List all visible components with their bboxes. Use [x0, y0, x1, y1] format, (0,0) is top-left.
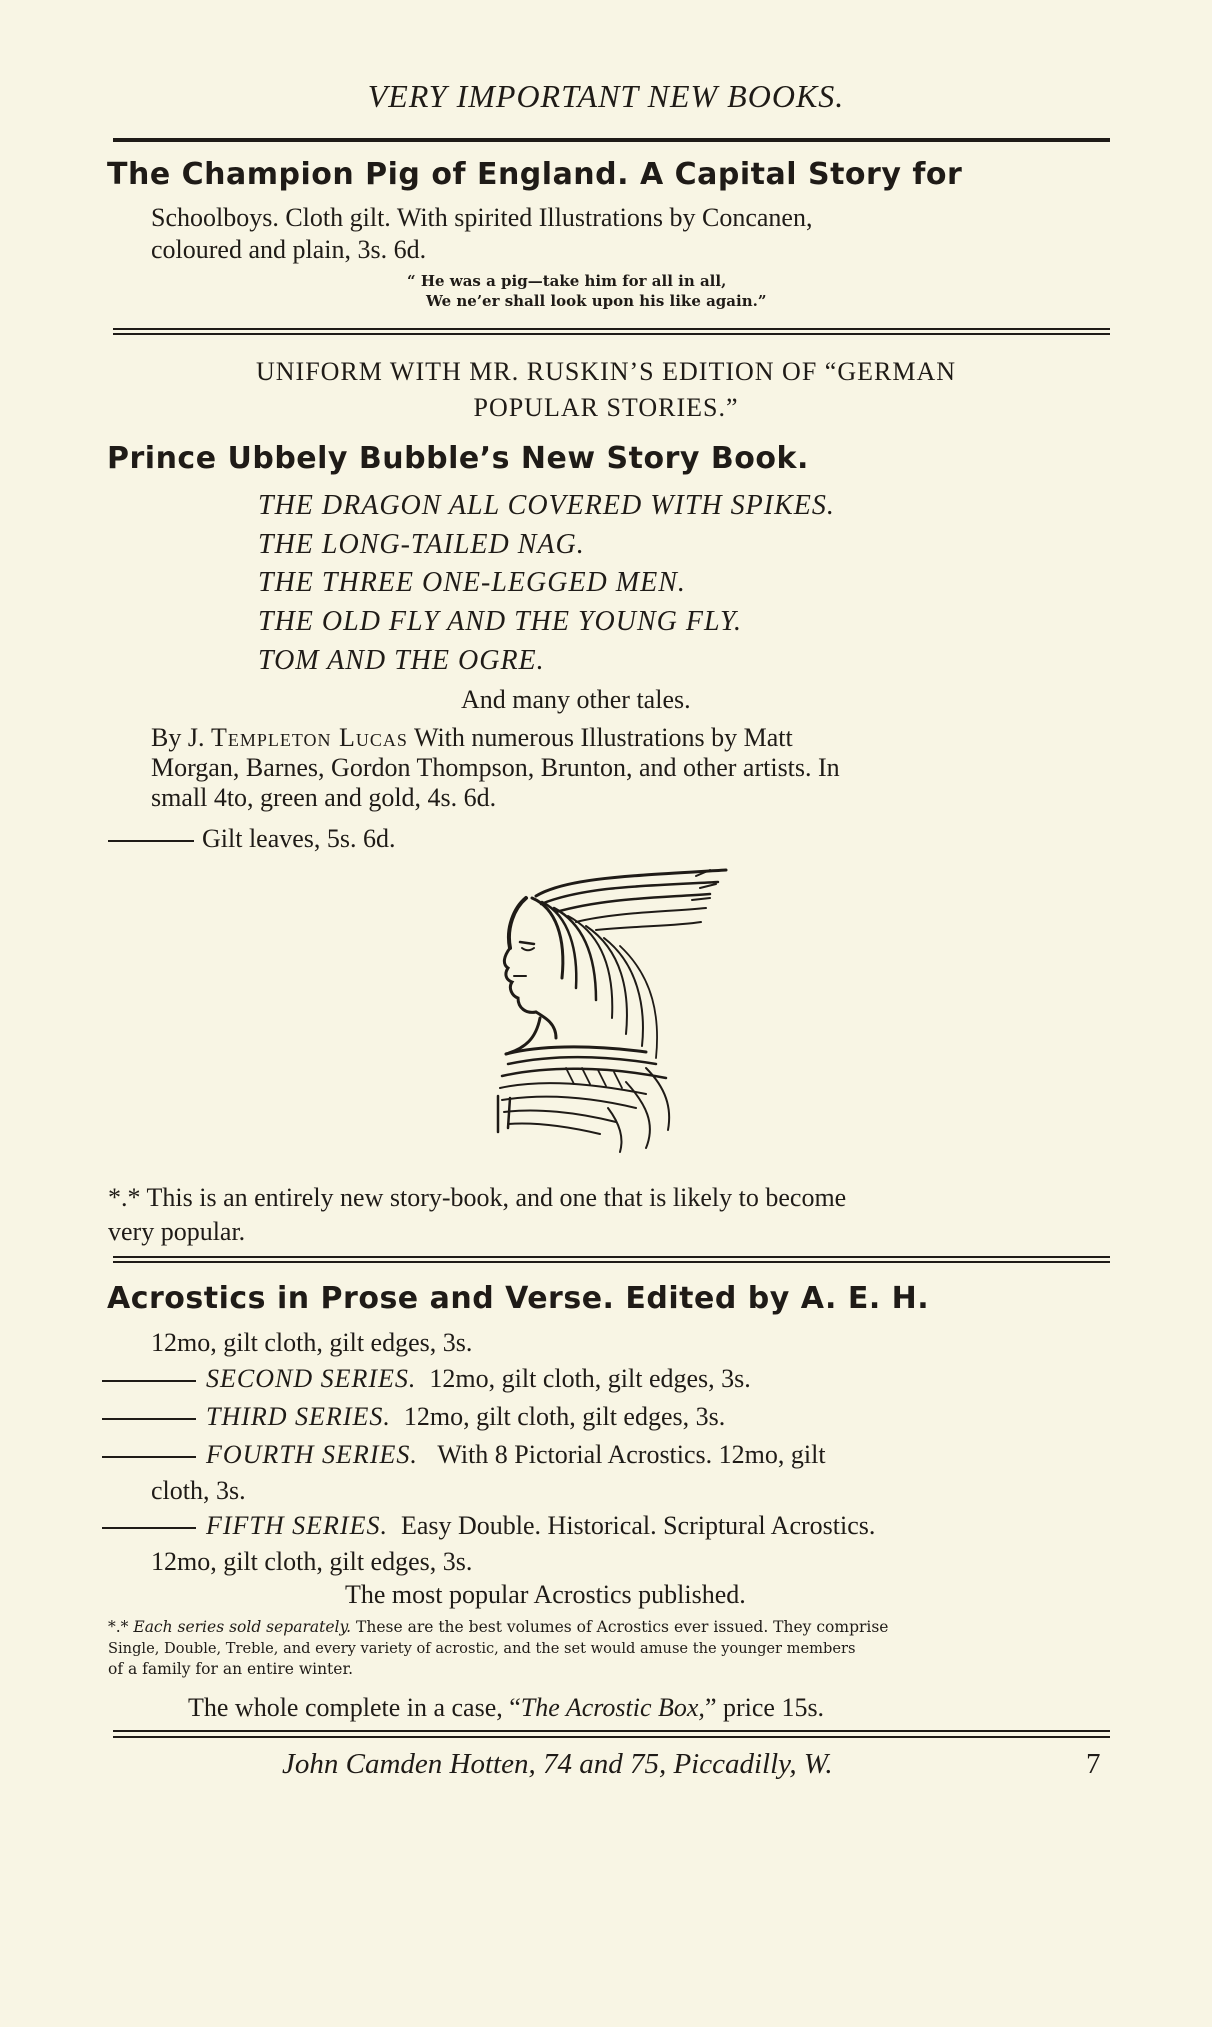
- ditto-dash: [102, 1418, 196, 1420]
- story-title: THE DRAGON ALL COVERED WITH SPIKES.: [258, 490, 835, 521]
- gilt-leaves-line: [108, 823, 396, 854]
- case-title: The Acrostic Box,: [520, 1693, 705, 1722]
- series-details: 12mo, gilt cloth, gilt edges, 3s.: [403, 1402, 726, 1431]
- uniform-edition-line-1: UNIFORM WITH MR. RUSKIN’S EDITION OF “GERMAN: [255, 357, 957, 386]
- series-details: 12mo, gilt cloth, gilt edges, 3s.: [429, 1364, 751, 1393]
- page-number: 7: [1086, 1748, 1101, 1780]
- acrostics-note-line-3: of a family for an entire winter.: [108, 1660, 354, 1678]
- acrostics-first-series: 12mo, gilt cloth, gilt edges, 3s.: [151, 1328, 473, 1357]
- champion-line-1: Schoolboys. Cloth gilt. With spirited Illustrations by Concanen,: [151, 203, 813, 232]
- other-tales: And many other tales.: [461, 685, 691, 714]
- champion-quote-line-1: “ He was a pig—take him for all in all,: [407, 272, 727, 290]
- note-rest: These are the best volumes of Acrostics ever issued. They comprise: [356, 1618, 889, 1636]
- publisher-imprint: John Camden Hotten, 74 and 75, Piccadilly, W.: [282, 1748, 833, 1780]
- series-label: FIFTH SERIES.: [206, 1511, 388, 1540]
- acrostics-note-line-1: [108, 1618, 888, 1637]
- series-details: Easy Double. Historical. Scriptural Acrostics.: [400, 1511, 876, 1540]
- ubbely-line-3: small 4to, green and gold, 4s. 6d.: [151, 783, 497, 812]
- head-rule: [113, 138, 1110, 142]
- acrostic-box-line: [188, 1692, 824, 1723]
- section-rule-2b: [113, 1261, 1110, 1263]
- note-asterisks: *.*: [108, 1618, 129, 1636]
- story-title: TOM AND THE OGRE.: [258, 645, 545, 676]
- ditto-dash: [102, 1380, 196, 1382]
- by-prefix: By J.: [151, 723, 205, 752]
- section-rule-1b: [113, 333, 1110, 335]
- author-line: [151, 722, 793, 753]
- series-label: FOURTH SERIES.: [206, 1440, 418, 1469]
- series-details: With 8 Pictorial Acrostics. 12mo, gilt: [437, 1440, 826, 1469]
- third-series-line: [102, 1401, 725, 1432]
- footer-rule-b: [113, 1736, 1110, 1738]
- champion-line-2: coloured and plain, 3s. 6d.: [151, 235, 427, 264]
- story-title: THE LONG-TAILED NAG.: [258, 529, 585, 560]
- case-prefix: The whole complete in a case, “: [188, 1693, 521, 1722]
- woodcut-portrait-illustration: [496, 868, 732, 1154]
- fifth-series-continued: 12mo, gilt cloth, gilt edges, 3s.: [151, 1547, 473, 1576]
- fifth-series-line: [102, 1510, 875, 1541]
- author-name: Templeton Lucas: [210, 723, 408, 752]
- ditto-dash: [108, 840, 194, 842]
- ditto-dash: [102, 1527, 196, 1529]
- uniform-edition-line-2: POPULAR STORIES.”: [473, 393, 739, 422]
- story-book-note-line-2: very popular.: [108, 1217, 246, 1246]
- fourth-series-continued: cloth, 3s.: [151, 1476, 246, 1505]
- note-italic: Each series sold separately.: [133, 1618, 352, 1636]
- story-book-note-line-1: *.* This is an entirely new story-book, and one that is likely to become: [108, 1183, 847, 1212]
- running-head: VERY IMPORTANT NEW BOOKS.: [367, 78, 845, 114]
- gilt-leaves: Gilt leaves, 5s. 6d.: [202, 824, 396, 853]
- ubbely-line-2: Morgan, Barnes, Gordon Thompson, Brunton, and other artists. In: [151, 753, 840, 782]
- series-label: SECOND SERIES.: [206, 1364, 417, 1393]
- by-rest: With numerous Illustrations by Matt: [407, 723, 793, 752]
- prince-ubbely-title: Prince Ubbely Bubble’s New Story Book.: [107, 441, 809, 476]
- acrostics-title: Acrostics in Prose and Verse. Edited by A. E. H.: [107, 1281, 930, 1316]
- second-series-line: [102, 1363, 751, 1394]
- fourth-series-line: [102, 1439, 826, 1470]
- story-title: THE THREE ONE-LEGGED MEN.: [258, 567, 686, 598]
- case-suffix: ” price 15s.: [704, 1693, 825, 1722]
- most-popular-line: The most popular Acrostics published.: [345, 1580, 746, 1609]
- acrostics-note-line-2: Single, Double, Treble, and every variety of acrostic, and the set would amuse the younger members: [108, 1640, 856, 1657]
- footer-rule: [113, 1730, 1110, 1732]
- champion-pig-title: The Champion Pig of England. A Capital Story for: [107, 157, 963, 192]
- section-rule-1: [113, 328, 1110, 330]
- ditto-dash: [102, 1456, 196, 1458]
- story-title: THE OLD FLY AND THE YOUNG FLY.: [258, 606, 743, 637]
- series-label: THIRD SERIES.: [206, 1402, 391, 1431]
- champion-quote-line-2: We ne’er shall look upon his like again.”: [426, 292, 767, 310]
- section-rule-2: [113, 1256, 1110, 1258]
